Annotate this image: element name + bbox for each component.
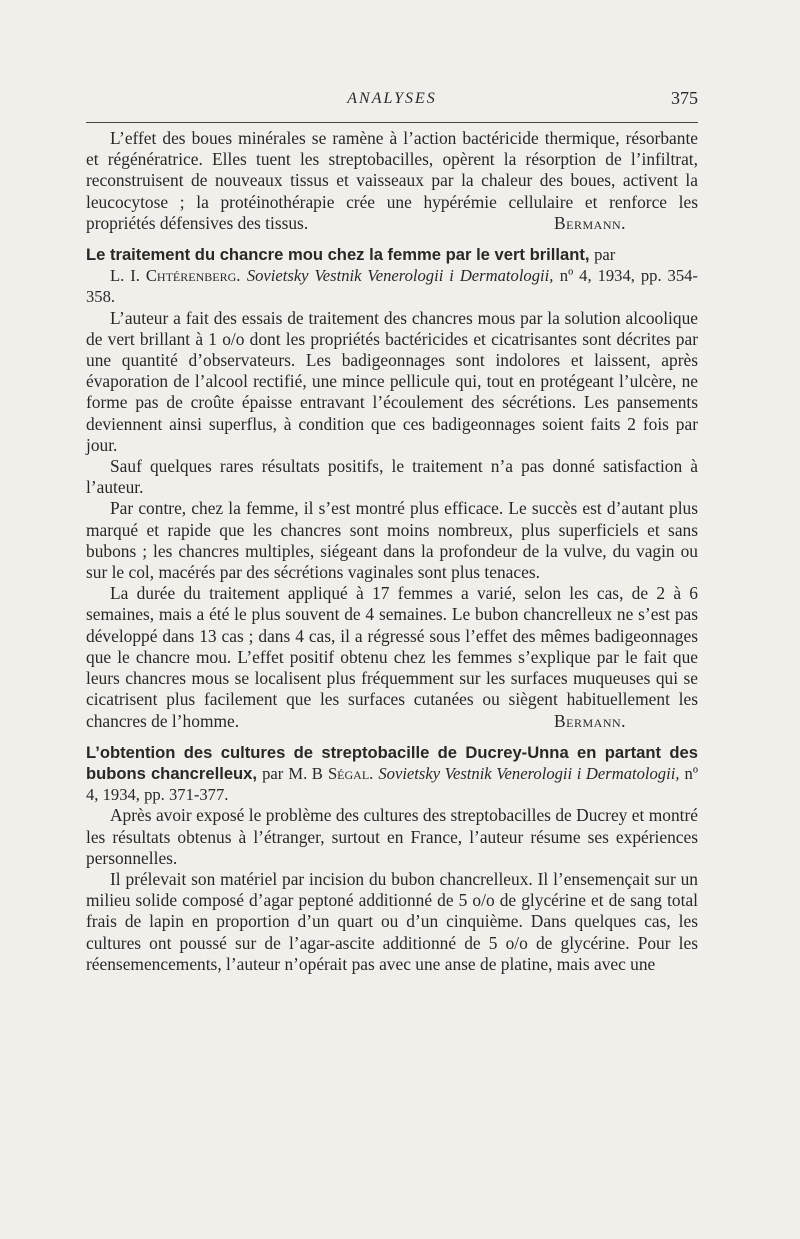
article-1-paragraph-2: Sauf quelques rares résultats positifs, le traitement n’a pas donné satisfaction à l’auteur. <box>86 456 698 498</box>
page-body <box>86 128 698 975</box>
article-1-paragraph-3: Par contre, chez la femme, il s’est montré plus efficace. Le succès est d’autant plus marqué et rapide que les chancres sont moins nombreux, plus superficiels et sans bubons ; les chancres multiples, siégeant dans la profondeur de la vulve, du vagin ou sur le col, macérés par des sécrétions vaginales sont plus tenaces. <box>86 498 698 583</box>
article-2-author-initial: M. B <box>288 763 323 783</box>
article-2-heading <box>86 742 698 806</box>
article-1-title: Le traitement du chancre mou chez la femme par le vert brillant, <box>86 245 590 265</box>
intro-paragraph: L’effet des boues minérales se ramène à l’action bactéricide thermique, résorbante et régénératrice. Elles tuent les streptobacilles, opèrent la résorption de l’infiltrat, reconstruisent de nouveaux tissus et vaisseaux par la chaleur des boues, activent la leucocytose ; la protéinothérapie crée une hypérémie cellulaire et renforce les propriétés défensives des tissus. <box>86 128 698 233</box>
article-1-ref: nº 4, 1934, pp. 354-358. <box>86 266 698 307</box>
article-1-paragraph-4: La durée du traitement appliqué à 17 femmes a varié, selon les cas, de 2 à 6 semaines, mais a été le plus souvent de 4 semaines. Le bubon chancrelleux ne s’est pas développé dans 13 cas ; dans 4 cas, il a régressé sous l’effet des mêmes badigeonnages que le chancre mou. L’effet positif obtenu chez les femmes s’explique par le fait que leurs chancres mous se localisent plus fréquemment sur les surfaces muqueuses qui se cicatrisent plus facilement que les surfaces cutanées ou siègent habituellement les chancres de l’homme. <box>86 583 698 731</box>
article-2-title: L’obtention des cultures de streptobacille de Ducrey-Unna en partant des bubons chancrelleux, <box>86 742 698 783</box>
article-2-paragraph-1: Après avoir exposé le problème des cultures des streptobacilles de Ducrey et montré les résultats obtenus à l’étranger, surtout en France, l’auteur résume ses expériences personnelles. <box>86 805 698 868</box>
header-title: ANALYSES <box>347 90 437 107</box>
header-rule <box>86 122 698 123</box>
article-1-paragraph-1: L’auteur a fait des essais de traitement des chancres mous par la solution alcoolique de vert brillant à 1 o/o dont les propriétés bactéricides et cicatrisantes sont décrites par une quantité d’observateurs. Les badigeonnages sont indolores et laissent, après évaporation de l’alcool rectifié, une mince pellicule qui, tout en protégeant l’ulcère, ne forme pas de croûte épaisse entravant l’écoulement des sécrétions. Les pansements deviennent ainsi superflus, à condition que ces badigeonnages soient faits 2 fois par jour. <box>86 307 698 455</box>
article-1-heading <box>86 244 698 308</box>
article-2-paragraph-2: Il prélevait son matériel par incision du bubon chancrelleux. Il l’ensemençait sur un milieu solide composé d’agar peptoné additionné de 5 o/o de glycérine et de sang total frais de lapin en proportion d’un quart ou d’un cinquième. Dans quelques cas, les cultures ont poussé sur de l’agar-ascite additionné de 5 o/o de glycérine. Pour les réensemencements, l’auteur n’opérait pas avec une anse de platine, mais avec une <box>86 868 698 974</box>
article-2 <box>86 742 698 975</box>
running-header <box>86 88 698 118</box>
article-2-par: par <box>262 763 284 783</box>
signature-text: Bermann. <box>554 212 626 233</box>
article-2-ref: nº 4, 1934, pp. 371-377. <box>86 763 698 805</box>
article-2-journal: Sovietsky Vestnik Venerologii i Dermatologii, <box>378 763 680 783</box>
article-1-journal: Sovietsky Vestnik Venerologii i Dermatologii, <box>246 266 554 286</box>
article-1 <box>86 244 698 732</box>
article-1-author: L. I. Chtérenberg. <box>110 266 241 286</box>
page-number: 375 <box>671 88 698 108</box>
article-2-author: Ségal. <box>327 763 374 783</box>
article-1-par: par <box>594 245 616 265</box>
signature-text: Bermann. <box>554 710 626 731</box>
